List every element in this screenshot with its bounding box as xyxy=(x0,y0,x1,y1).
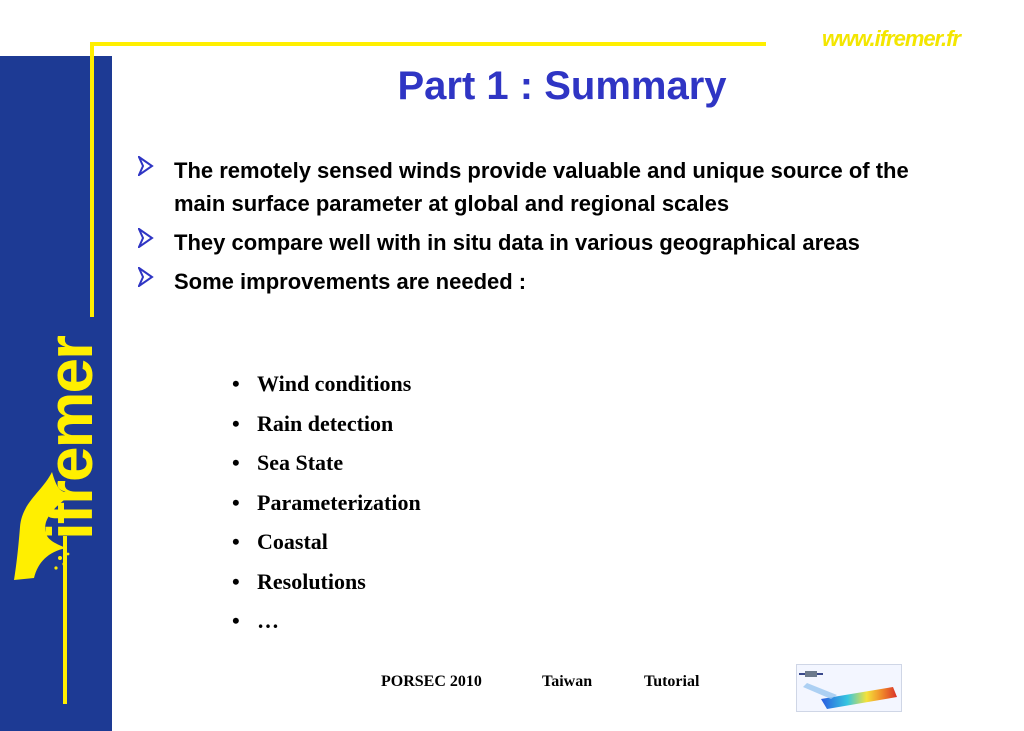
sub-bullet-text: Resolutions xyxy=(257,568,366,594)
footer-event: PORSEC 2010 xyxy=(381,673,482,690)
dot-bullet-icon: • xyxy=(232,608,240,633)
sub-bullet-list xyxy=(232,366,421,643)
sub-bullet-item xyxy=(232,366,421,406)
dot-bullet-icon: • xyxy=(232,529,240,554)
dot-bullet-icon: • xyxy=(232,450,240,475)
satellite-thumbnail-image xyxy=(796,664,902,712)
frame-line-top xyxy=(90,42,766,46)
sub-bullet-item xyxy=(232,603,421,643)
bullet-item xyxy=(138,226,958,259)
bullet-item xyxy=(138,265,958,298)
sub-bullet-text: Parameterization xyxy=(257,489,421,515)
sub-bullet-item xyxy=(232,445,421,485)
sub-bullet-text: Wind conditions xyxy=(257,371,412,396)
bullet-text: Some improvements are needed : xyxy=(174,269,527,294)
sub-bullet-item xyxy=(232,524,421,564)
dot-bullet-icon: • xyxy=(232,489,240,515)
dot-bullet-icon: • xyxy=(232,410,240,436)
sub-bullet-item xyxy=(232,406,421,446)
dot-bullet-icon: • xyxy=(232,371,240,396)
arrow-bullet-icon xyxy=(138,156,154,176)
sub-bullet-text: … xyxy=(257,608,279,633)
ifremer-logo-text: ifremer xyxy=(34,337,106,540)
sub-bullet-item xyxy=(232,485,421,525)
footer-place: Taiwan xyxy=(542,673,593,690)
sub-bullet-item xyxy=(232,564,421,604)
arrow-bullet-icon xyxy=(138,228,154,248)
footer-type: Tutorial xyxy=(644,673,700,690)
bullet-text: They compare well with in situ data in various geographical areas xyxy=(174,230,860,255)
sub-bullet-text: Rain detection xyxy=(257,410,394,436)
sub-bullet-text: Coastal xyxy=(257,529,328,554)
bullet-text: The remotely sensed winds provide valuable and unique source of the main surface parameter at global and regional scales xyxy=(174,158,909,216)
sub-bullet-text: Sea State xyxy=(257,450,344,475)
bullet-list xyxy=(138,154,958,304)
dot-bullet-icon: • xyxy=(232,568,240,594)
satellite-scan-icon xyxy=(797,665,901,711)
website-url[interactable]: www.ifremer.fr xyxy=(821,26,960,51)
arrow-bullet-icon xyxy=(138,267,154,287)
slide-title: Part 1 : Summary xyxy=(397,64,727,108)
bullet-item xyxy=(138,154,958,220)
